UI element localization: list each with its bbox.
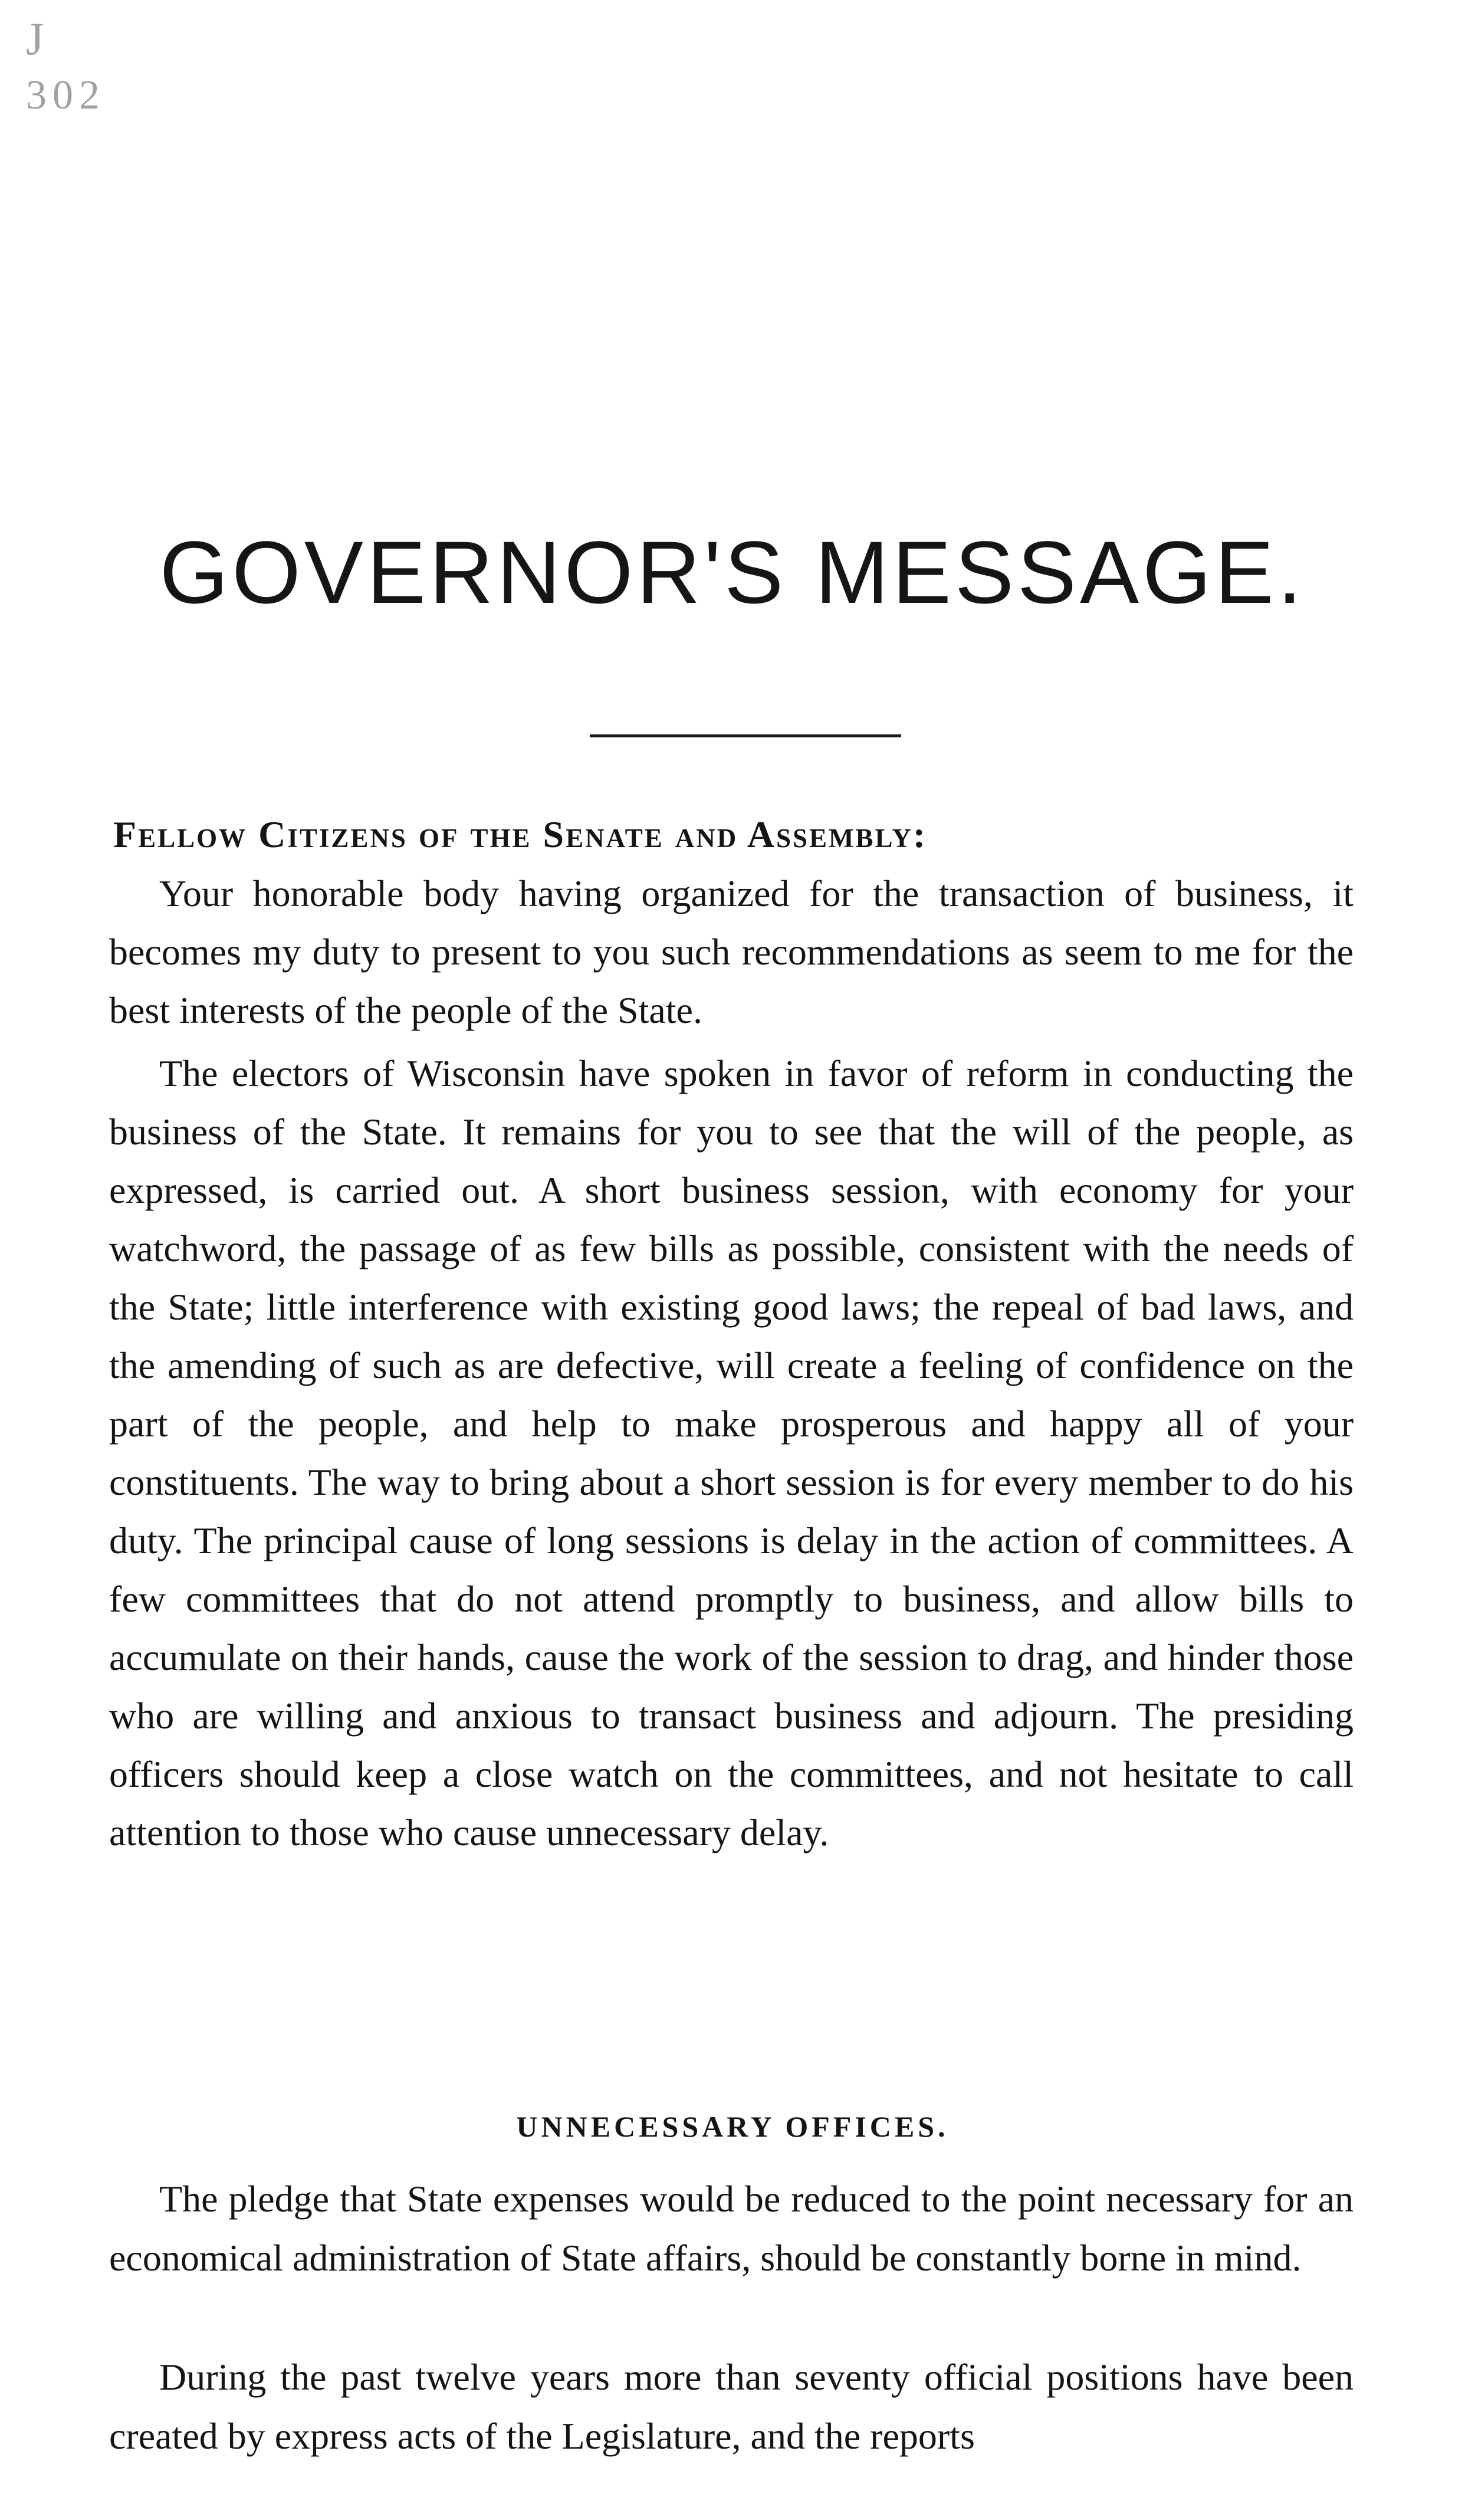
paragraph-3-block [109,2170,1354,2288]
body-paragraph: The pledge that State expenses would be reduced to the point necessary for an economical administration of State affairs, should be constantly borne in mind. [109,2178,1354,2279]
salutation: Fellow Citizens of the Senate and Assembly: [113,813,928,855]
archive-mark-line2: 302 [26,73,106,118]
paragraph-1-block [109,864,1354,1039]
paragraph-4-block [109,2348,1354,2466]
paragraph-2-block [109,1044,1354,1862]
page-title: GOVERNOR'S MESSAGE. [159,523,1306,622]
archive-mark [26,11,156,124]
body-paragraph: During the past twelve years more than seventy official positions have been created by express acts of the Legislature, and the reports [109,2356,1354,2457]
title-rule-divider [590,734,901,737]
body-paragraph: The electors of Wisconsin have spoken in favor of reform in conducting the business of the State. It remains for you to see that the will of the people, as expressed, is carried out. A short business session, with economy for your watchword, the passage of as few bills as possible, consistent with the needs of the State; little interference with existing good laws; the repeal of bad laws, and the amending of such as are defective, will create a feeling of confidence on the part of the people, and help to make prosperous and happy all of your constituents. The way to bring about a short session is for every member to do his duty. The principal cause of long sessions is delay in the action of committees. A few committees that do not attend promptly to business, and allow bills to accumulate on their hands, cause the work of the session to drag, and hinder those who are willing and anxious to transact business and adjourn. The presiding officers should keep a close watch on the committees, and not hesitate to call attention to those who cause unnecessary delay. [109,1052,1354,1853]
archive-mark-line1: J [26,13,47,64]
body-paragraph: Your honorable body having organized for the transaction of business, it becomes my duty to present to you such recommendations as seem to me for the best interests of the people of the State. [109,872,1354,1031]
section-heading: UNNECESSARY OFFICES. [516,2110,949,2143]
